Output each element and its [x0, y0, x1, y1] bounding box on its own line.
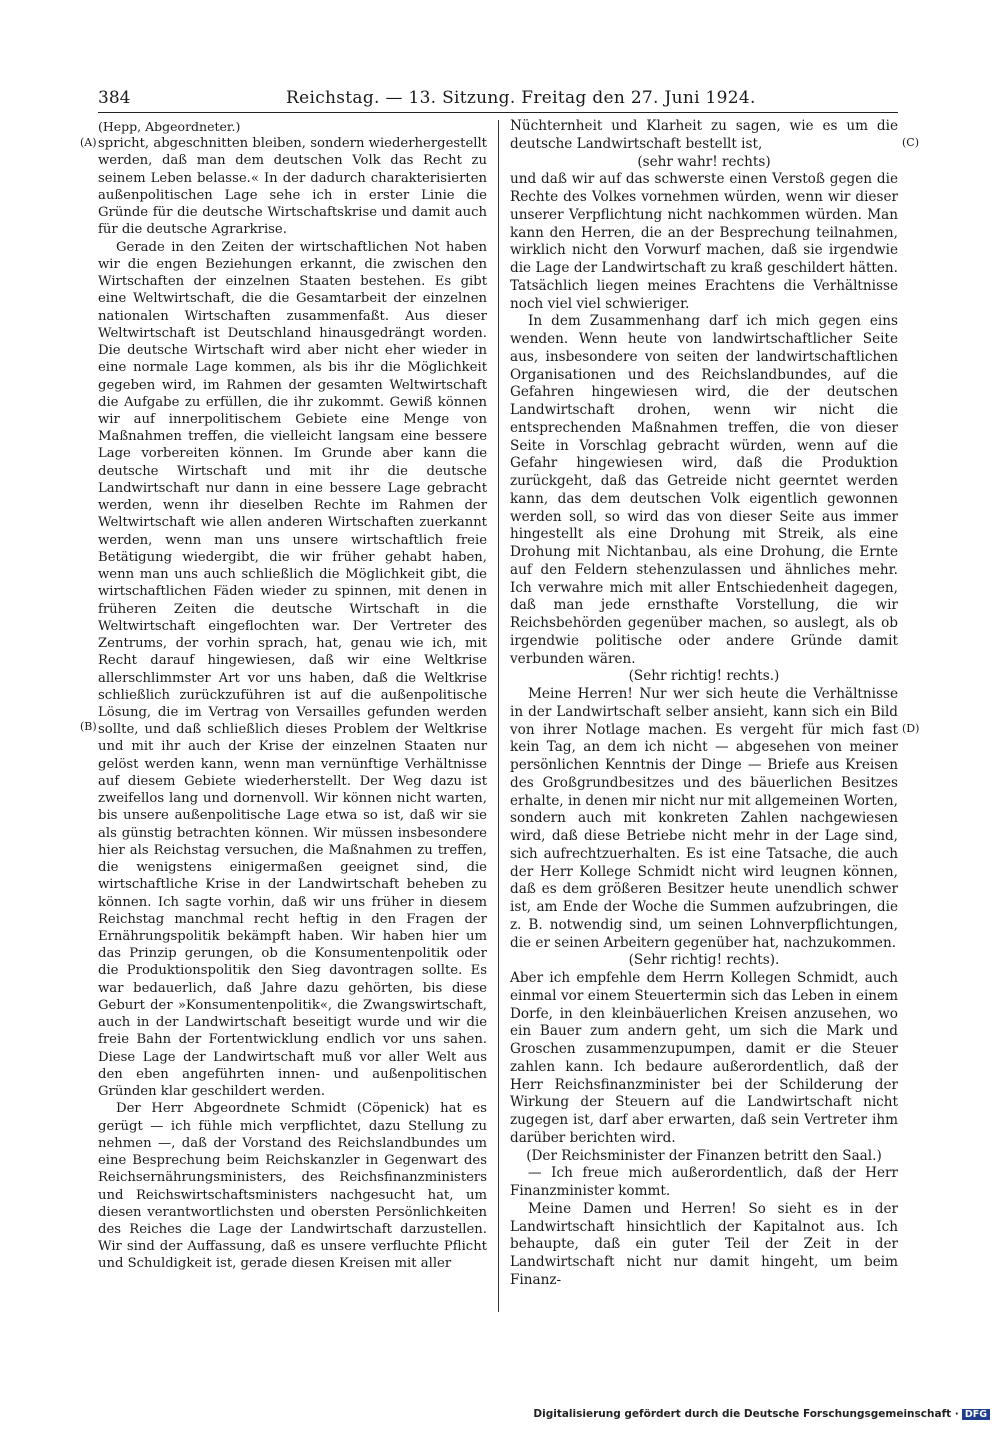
margin-marker-b: (B)	[80, 720, 97, 733]
right-column-paragraph: In dem Zusammenhang darf ich mich gegen eins wenden. Wenn heute von landwirtschaftlicher Seite aus, insbesondere von seiten der landwirtschaftlichen Organisationen und des Reichslandbundes, auf die Gefahren hingewiesen wird, die der deutschen Landwirtschaft drohen, wenn wir nicht die entsprechenden Maßnahmen treffen, die von dieser Seite in Vorschlag gebracht würden, wenn auf die Gefahr hingewiesen wird, daß die Produktion zurückgeht, daß das Getreide nicht geerntet werden kann, das dem deutschen Volk eigentlich gewonnen werden soll, so wird das von dieser Seite aus immer hingestellt als eine Drohung mit Streik, als eine Drohung mit Nichtanbau, als eine Drohung, die Ernte auf den Feldern stehenzulassen und ähnliches mehr. Ich verwahre mich mit aller Entschiedenheit dagegen, daß man jede ernsthafte Vorstellung, die wir Reichsbehörden gegenüber machen, so auslegt, als ob irgendwie politische oder andere Gründe damit verbunden wären.	[510, 313, 898, 667]
left-column	[98, 118, 487, 1273]
right-column-paragraph: (sehr wahr! rechts)	[637, 153, 771, 170]
footer	[533, 1408, 990, 1420]
running-title: Reichstag. — 13. Sitzung. Freitag den 27. Juni 1924.	[286, 88, 756, 108]
footer-text: Digitalisierung gefördert durch die Deutsche Forschungsgemeinschaft ·	[533, 1408, 959, 1420]
left-column-paragraph: spricht, abgeschnitten bleiben, sondern wiederhergestellt werden, daß man dem deutschen Volk das Recht zu seinem Leben belasse.« In der dadurch charakterisierten außenpolitischen Lage sehe ich in erster Linie die Gründe für die deutsche Wirtschaftskrise und damit auch für die deutsche Agrarkrise.	[98, 136, 487, 238]
right-column	[510, 118, 898, 1290]
right-column-paragraph: und daß wir auf das schwerste einen Verstoß gegen die Rechte des Volkes vornehmen würden, wenn wir dieser unserer Verpflichtung nicht nachkommen würden. Man kann den Herren, die an der Besprechung teilnahmen, wirklich nicht den Vorwurf machen, daß sie irgendwie die Lage der Landwirtschaft zu kraß geschildert hätten. Tatsächlich liegen meines Erachtens die Verhältnisse noch viel viel schwieriger.	[510, 171, 898, 312]
right-column-paragraph: — Ich freue mich außerordentlich, daß der Herr Finanzminister kommt.	[510, 1165, 898, 1199]
right-column-paragraph: (Der Reichsminister der Finanzen betritt den Saal.)	[526, 1147, 882, 1164]
right-column-paragraph: (Sehr richtig! rechts).	[628, 952, 780, 969]
right-column-paragraph: Meine Damen und Herren! So sieht es in der Landwirtschaft hinsichtlich der Kapitalnot aus. Ich behaupte, daß ein guter Teil der Zeit in der Landwirtschaft nicht nur damit hingeht, um beim Finanz-	[510, 1200, 898, 1288]
margin-marker-a: (A)	[80, 136, 97, 149]
margin-marker-c: (C)	[902, 136, 919, 149]
left-column-paragraph: Der Herr Abgeordnete Schmidt (Cöpenick) hat es gerügt — ich fühle mich verpflichtet, dazu Stellung zu nehmen —, daß der Vorstand des Reichslandbundes um eine Besprechung beim Reichskanzler in Gegenwart des Reichsernährungsministers, des Reichsfinanzministers und Reichswirtschaftsministers nachgesucht hat, um diesen verantwortlichsten und obersten Persönlichkeiten des Reiches die Lage der Landwirtschaft darzustellen. Wir sind der Auffassung, daß es unsere verfluchte Pflicht und Schuldigkeit ist, gerade diesen Kreisen mit aller	[98, 1101, 487, 1272]
page-number: 384	[98, 88, 131, 108]
right-column-paragraph: (Sehr richtig! rechts.)	[628, 668, 780, 685]
left-column-paragraph: Gerade in den Zeiten der wirtschaftlichen Not haben wir die engen Beziehungen erkannt, die zwischen den Wirtschaften der einzelnen Staaten bestehen. Es gibt eine Weltwirtschaft, die die Gesamtarbeit der einzelnen nationalen Wirtschaften zusammenfaßt. Aus dieser Weltwirtschaft ist Deutschland hinausgedrängt worden. Die deutsche Wirtschaft wird aber nicht eher wieder in eine normale Lage kommen, als bis ihr die Möglichkeit gegeben wird, im Rahmen der gesamten Weltwirtschaft die Aufgabe zu erfüllen, die ihr zukommt. Gewiß können wir auf innerpolitischem Gebiete eine Menge von Maßnahmen treffen, die vielleicht langsam eine bessere Lage vorbereiten können. Im Grunde aber kann die deutsche Wirtschaft und mit ihr die deutsche Landwirtschaft nur dann in eine bessere Lage gebracht werden, wenn ihr dieselben Rechte im Rahmen der Weltwirtschaft wie allen anderen Wirtschaften zuerkannt werden, wenn man uns unsere wirtschaftlich freie Betätigung wiedergibt, die wir früher gehabt haben, wenn man uns auch schließlich die Möglichkeit gibt, die wirtschaftlichen Fäden wieder zu spinnen, mit denen in früheren Zeiten die deutsche Wirtschaft in die Weltwirtschaft eingeflochten war. Der Vertreter des Zentrums, der vorhin sprach, hat, genau wie ich, mit Recht darauf hingewiesen, daß wir eine Weltkrise allerschlimmster Art vor uns haben, daß die Weltkrise schließlich zurückzuführen ist auf die außenpolitische Lösung, die im Vertrag von Versailles gefunden werden sollte, und daß schließlich dieses Problem der Weltkrise und mit ihr auch der Krise der einzelnen Staaten nur gelöst werden kann, wenn man vernünftige Verhältnisse auf diesem Gebiete wiederherstellt. Der Weg dazu ist zweifellos lang und dornenvoll. Wir können nicht warten, bis unsere außenpolitische Lage etwa so ist, daß wir sie als günstig betrachten können. Wir müssen insbesondere hier als Reichstag versuchen, die Maßnahmen zu treffen, die wenigstens einigermaßen geeignet sind, die wirtschaftliche Krise in der Landwirtschaft beheben zu können. Ich sagte vorhin, daß wir uns früher in diesem Reichstag manchmal recht heftig in den Fragen der Ernährungspolitik bekämpft haben. Wir haben hier um das Prinzip gerungen, ob die Konsumentenpolitik oder die Produktionspolitik den Sieg davontragen sollte. Es war bedauerlich, daß Jahre dazu gehörten, bis diese Geburt der »Konsumentenpolitik«, die Zwangswirtschaft, auch in der Landwirtschaft beseitigt wurde und wir die freie Bahn der Fortentwicklung endlich vor uns sahen. Diese Lage der Landwirtschaft muß vor aller Welt aus den eben angeführten innen- und außenpolitischen Gründen klar geschildert werden.	[98, 239, 487, 1100]
page-header	[98, 88, 898, 113]
right-column-paragraph: Aber ich empfehle dem Herrn Kollegen Schmidt, auch einmal vor einem Steuertermin sich das Leben in einem Dorfe, in den kleinbäuerlichen Kreisen anzusehen, wo ein Bauer zum andern geht, um sich die Mark und Groschen zusammenzupumpen, damit er die Steuer zahlen kann. Ich bedaure außerordentlich, daß der Herr Reichsfinanzminister bei der Schilderung der Wirkung der Steuern auf die Landwirtschaft nicht zugegen ist, darf aber erwarten, daß sein Vertreter ihm darüber berichten wird.	[510, 970, 898, 1146]
margin-marker-d: (D)	[902, 722, 920, 735]
column-divider	[498, 120, 499, 1312]
left-column-paragraph: (Hepp, Abgeordneter.)	[98, 119, 241, 134]
dfg-logo: DFG	[962, 1409, 990, 1420]
right-column-paragraph: Nüchternheit und Klarheit zu sagen, wie es um die deutsche Landwirtschaft bestellt ist,	[510, 118, 898, 152]
right-column-paragraph: Meine Herren! Nur wer sich heute die Verhältnisse in der Landwirtschaft selber ansieht, kann sich ein Bild von ihrer Notlage machen. Es vergeht für mich fast kein Tag, an dem ich nicht — abgesehen von meiner persönlichen Kenntnis der Dinge — Briefe aus Kreisen des Großgrundbesitzes und des bäuerlichen Besitzes erhalte, in denen mir nicht nur mit allgemeinen Worten, sondern auch mit konkreten Zahlen nachgewiesen wird, daß diese Betriebe nicht mehr in der Lage sind, sich aufrechtzuerhalten. Es ist eine Tatsache, die auch der Herr Kollege Schmidt nicht wird leugnen können, daß es dem größeren Besitzer heute unendlich schwer ist, am Ende der Woche die Summen aufzubringen, die z. B. notwendig sind, um seinen Lohnverpflichtungen, die er seinen Arbeitern gegenüber hat, nachzukommen.	[510, 686, 898, 951]
